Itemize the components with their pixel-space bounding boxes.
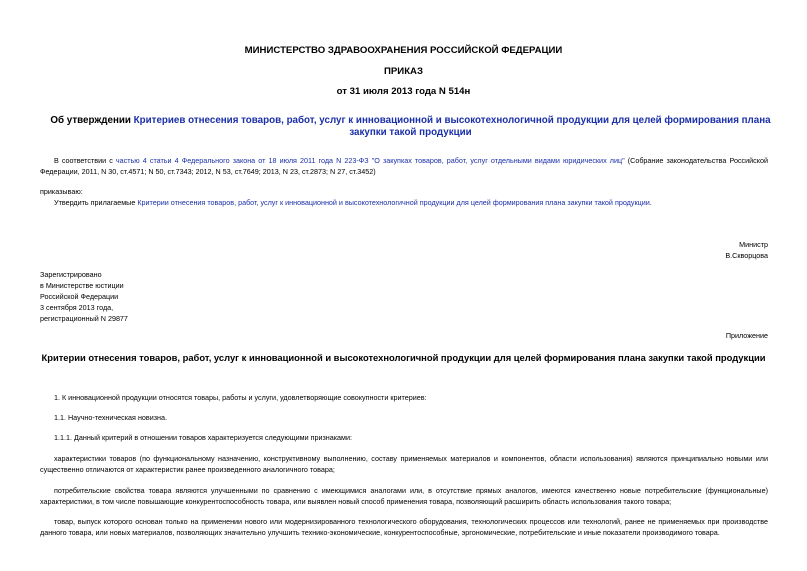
order-title-prefix: Об утверждении: [50, 115, 134, 126]
criteria-paragraph: потребительские свойства товара являются улучшенными по сравнению с имеющимися аналогами или, в отсутствие прямых аналогов, имеются качественно новые потребительские (функциональные) характеристики, в том числе повышающие конкурентоспособность товара, или выявлен новый способ применения товара, позволяющий расширить область использования такого товара;: [40, 486, 768, 506]
criteria-paragraph: 1.1. Научно-техническая новизна.: [54, 413, 168, 422]
signature-name: В.Скворцова: [725, 251, 768, 260]
ministry-heading: МИНИСТЕРСТВО ЗДРАВООХРАНЕНИЯ РОССИЙСКОЙ ФЕДЕРАЦИИ: [244, 45, 563, 56]
criteria-title-link[interactable]: Критериев отнесения товаров, работ, услуг к инновационной и высокотехнологичной продукции для целей формирования плана закупки такой продукции: [133, 115, 771, 138]
criteria-paragraph: 1.1.1. Данный критерий в отношении товаров характеризуется следующими признаками:: [54, 433, 353, 442]
signature-position: Министр: [739, 240, 768, 249]
criteria-paragraph: товар, выпуск которого основан только на применении нового или модернизированного технологического оборудования, технологических процессов или технологий, ранее не применяемых при производстве данного товара, или новых материалов, позволяющих значительно улучшить технико-экономические, конкурентоспособные, эргономические, потребительские и иные показатели производимого товара.: [40, 517, 768, 537]
approve-paragraph: [54, 197, 768, 208]
registration-line: Зарегистрировано: [40, 270, 102, 279]
order-title: [48, 115, 773, 139]
registration-line: 3 сентября 2013 года,: [40, 303, 114, 312]
preamble-paragraph: [40, 155, 768, 177]
approved-criteria-link[interactable]: Критерии отнесения товаров, работ, услуг к инновационной и высокотехнологичной продукции для целей формирования плана закупки такой продукции: [137, 198, 650, 207]
preamble-prefix: В соответствии с: [54, 156, 116, 165]
order-date-number: от 31 июля 2013 года N 514н: [336, 86, 471, 97]
appendix-label: Приложение: [725, 331, 768, 340]
preamble-suffix: (Собрание законодательства Российской Федерации, 2011, N 30, ст.4571; N 50, ст.7343; 2012, N 53, ст.7649; 2013, N 23, ст.2873; N 27, ст.3452): [40, 156, 769, 176]
criteria-paragraph: 1. К инновационной продукции относятся товары, работы и услуги, удовлетворяющие совокупности критериев:: [54, 393, 427, 402]
registration-line: Российской Федерации: [40, 292, 119, 301]
federal-law-link[interactable]: частью 4 статьи 4 Федерального закона от 18 июля 2011 года N 223-ФЗ "О закупках товаров, работ, услуг отдельными видами юридических лиц": [115, 156, 625, 165]
order-word: приказываю:: [40, 187, 83, 196]
criteria-paragraph: характеристики товаров (по функциональному назначению, конструктивному выполнению, составу применяемых материалов и компонентов, области использования) являются принципиально новыми или существенно отличаются от характеристик ранее произведенного аналогичного товара;: [40, 454, 768, 474]
registration-line: в Министерстве юстиции: [40, 281, 124, 290]
approve-suffix: .: [649, 198, 652, 207]
appendix-title: Критерии отнесения товаров, работ, услуг к инновационной и высокотехнологичной продукции для целей формирования плана закупки такой продукции: [41, 352, 766, 363]
approve-prefix: Утвердить прилагаемые: [54, 198, 138, 207]
order-type-heading: ПРИКАЗ: [384, 66, 423, 77]
registration-block: [40, 269, 128, 324]
registration-line: регистрационный N 29877: [40, 314, 128, 323]
